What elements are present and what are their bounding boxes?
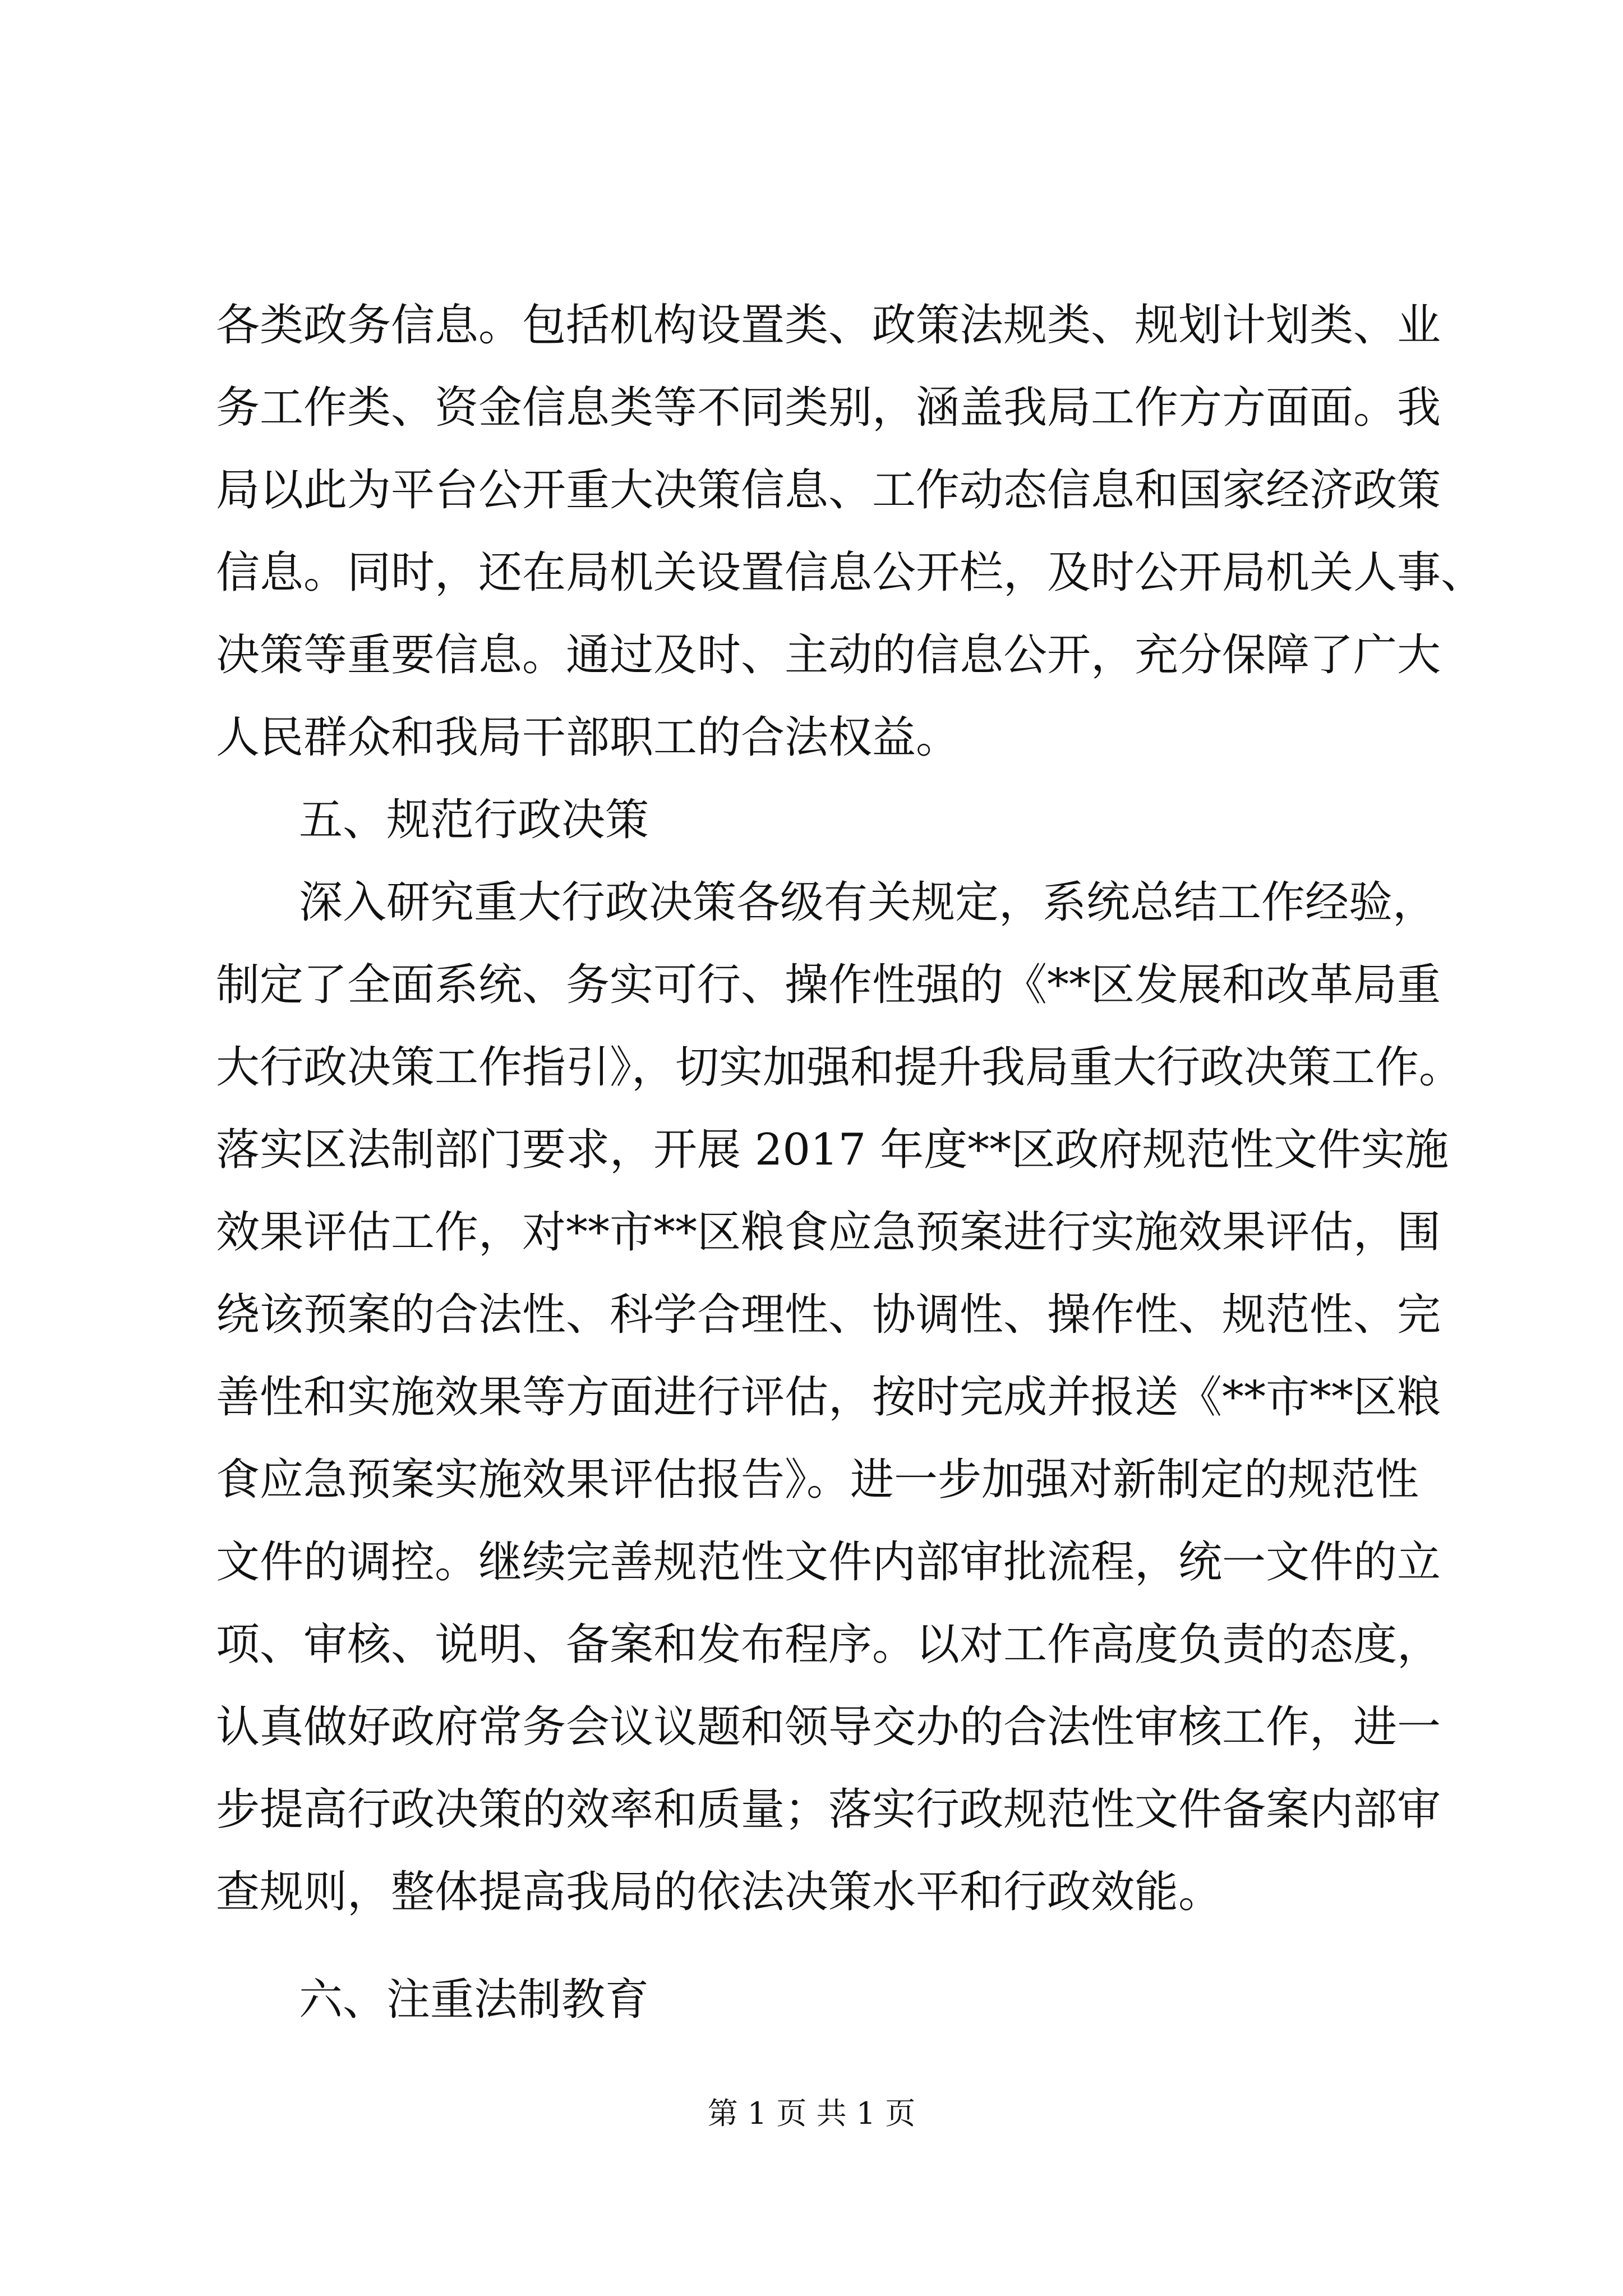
text-line: 善性和实施效果等方面进行评估，按时完成并报送《**市**区粮: [216, 1372, 1441, 1423]
text-line: 人民群众和我局干部职工的合法权益。: [216, 712, 960, 763]
page-number-footer: 第 1 页 共 1 页: [707, 2096, 916, 2131]
section-heading-five: 五、规范行政决策: [299, 795, 649, 845]
text-line: 决策等重要信息。通过及时、主动的信息公开，充分保障了广大: [216, 630, 1441, 680]
text-line: 各类政务信息。包括机构设置类、政策法规类、规划计划类、业: [216, 300, 1441, 351]
text-line: 大行政决策工作指引》，切实加强和提升我局重大行政决策工作。: [216, 1042, 1463, 1093]
section-heading-six: 六、注重法制教育: [299, 1975, 649, 2025]
text-line: 局以此为平台公开重大决策信息、工作动态信息和国家经济政策: [216, 465, 1441, 516]
text-line: 落实区法制部门要求，开展 2017 年度**区政府规范性文件实施: [216, 1125, 1449, 1175]
text-line: 绕该预案的合法性、科学合理性、协调性、操作性、规范性、完: [216, 1290, 1441, 1340]
text-line: 效果评估工作，对**市**区粮食应急预案进行实施效果评估，围: [216, 1207, 1441, 1258]
text-line: 项、审核、说明、备案和发布程序。以对工作高度负责的态度，: [216, 1619, 1441, 1670]
text-line: 信息。同时，还在局机关设置信息公开栏，及时公开局机关人事、: [216, 547, 1485, 598]
text-line: 深入研究重大行政决策各级有关规定，系统总结工作经验，: [299, 877, 1437, 928]
text-line: 食应急预案实施效果评估报告》。进一步加强对新制定的规范性: [216, 1455, 1419, 1505]
text-line: 认真做好政府常务会议议题和领导交办的合法性审核工作，进一: [216, 1702, 1441, 1752]
text-line: 制定了全面系统、务实可行、操作性强的《**区发展和改革局重: [216, 960, 1441, 1010]
text-line: 文件的调控。继续完善规范性文件内部审批流程，统一文件的立: [216, 1537, 1441, 1588]
text-line: 查规则，整体提高我局的依法决策水平和行政效能。: [216, 1867, 1223, 1917]
text-line: 务工作类、资金信息类等不同类别，涵盖我局工作方方面面。我: [216, 383, 1441, 433]
text-line: 步提高行政决策的效率和质量；落实行政规范性文件备案内部审: [216, 1784, 1441, 1835]
